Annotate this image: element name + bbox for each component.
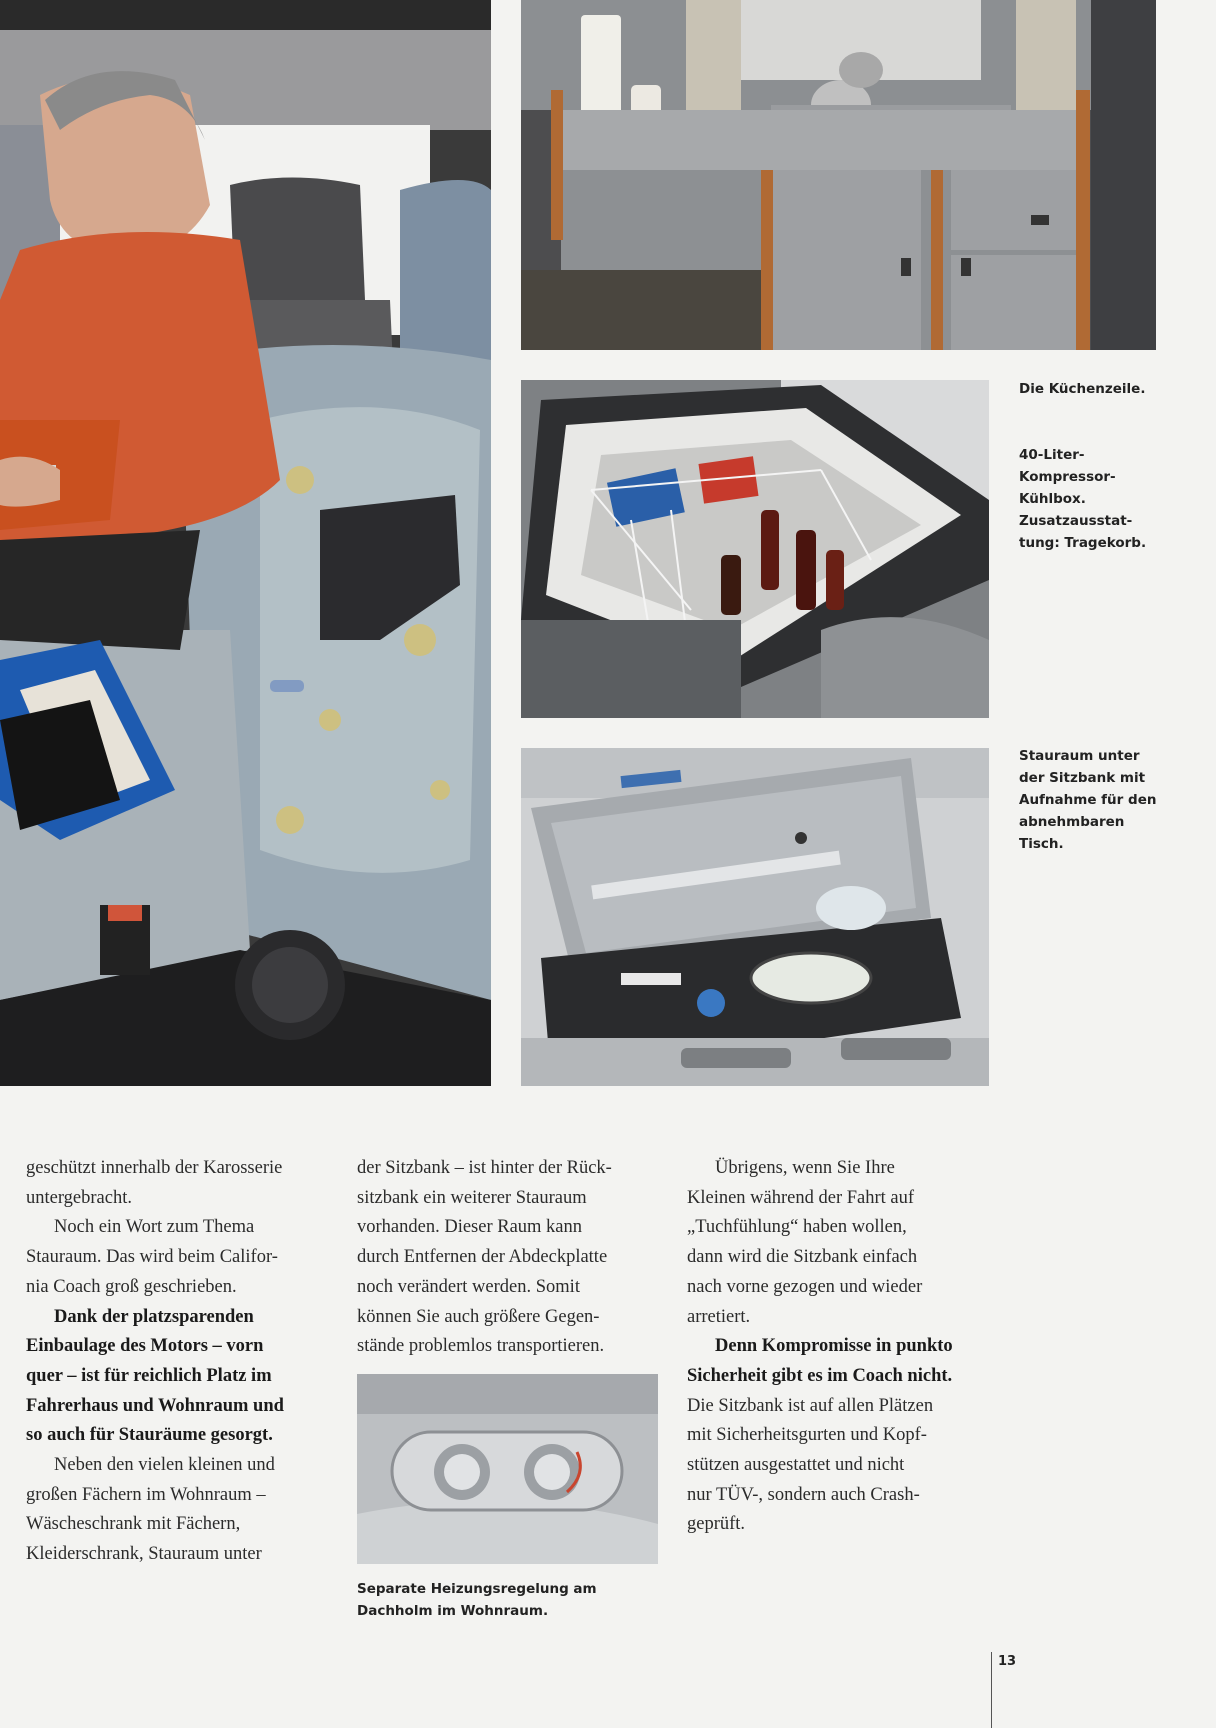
text-line: sitzbank ein weiterer Stauraum (357, 1187, 587, 1208)
text-line: Kleinen während der Fahrt auf (687, 1187, 915, 1208)
caption-line: Zusatzausstat- (1019, 513, 1133, 529)
text-line-bold (26, 1332, 326, 1362)
caption-line: Dachholm im Wohnraum. (357, 1603, 549, 1619)
text-line: Neben den vielen kleinen und (54, 1455, 275, 1476)
photo-cool-box (521, 380, 989, 718)
caption-line: Aufnahme für den (1019, 792, 1157, 808)
caption-line: Separate Heizungsregelung am (357, 1581, 597, 1597)
text-line: Übrigens, wenn Sie Ihre (715, 1158, 895, 1178)
text-line-bold (26, 1362, 326, 1392)
caption-heater (357, 1578, 657, 1622)
text-line: der Sitzbank – ist hinter der Rück- (357, 1158, 612, 1178)
text-line: geschützt innerhalb der Karosserie (26, 1158, 283, 1178)
photo-bench-storage (521, 748, 989, 1086)
text-line-bold (687, 1332, 997, 1362)
text-column-3 (687, 1154, 997, 1540)
text-line: stützen ausgestattet und nicht (687, 1455, 905, 1476)
text-line: vorhanden. Dieser Raum kann (357, 1217, 583, 1238)
text-line: stände problemlos transportieren. (357, 1336, 605, 1357)
caption-line: tung: Tragekorb. (1019, 535, 1147, 551)
text-line-bold (687, 1362, 997, 1392)
text-line: geprüft. (687, 1514, 746, 1535)
page-number: 13 (998, 1654, 1017, 1669)
text-line: noch verändert werden. Somit (357, 1276, 580, 1297)
text-column-2 (357, 1154, 667, 1362)
text-line: Wäscheschrank mit Fächern, (26, 1514, 241, 1535)
text-line-bold (26, 1303, 326, 1333)
page-number-rule (991, 1652, 992, 1728)
text-line: nur TÜV-, sondern auch Crash- (687, 1484, 920, 1505)
emphasis-text: Einbaulage des Motors – vorn (26, 1336, 264, 1357)
emphasis-text: Dank der platzsparenden (54, 1306, 254, 1327)
text-line-bold (26, 1392, 326, 1422)
text-line: arretiert. (687, 1306, 751, 1327)
caption-line: Stauraum unter (1019, 748, 1140, 764)
emphasis-text: Denn Kompromisse in punkto (715, 1336, 953, 1357)
text-line: mit Sicherheitsgurten und Kopf- (687, 1425, 927, 1446)
emphasis-text: so auch für Stauräume gesorgt. (26, 1425, 273, 1446)
text-line: Die Sitzbank ist auf allen Plätzen (687, 1395, 934, 1416)
text-line: durch Entfernen der Abdeckplatte (357, 1247, 608, 1268)
text-line: „Tuchfühlung“ haben wollen, (687, 1217, 907, 1238)
photo-heater-controls (357, 1374, 658, 1564)
photo-driver-seat (0, 0, 491, 1086)
caption-line: Die Küchenzeile. (1019, 381, 1146, 397)
caption-line: abnehmbaren (1019, 814, 1125, 830)
text-line: nach vorne gezogen und wieder (687, 1276, 923, 1297)
text-line: großen Fächern im Wohnraum – (26, 1484, 266, 1505)
text-line-bold (26, 1421, 326, 1451)
caption-line: 40-Liter- (1019, 447, 1085, 463)
text-line: Noch ein Wort zum Thema (54, 1217, 255, 1238)
caption-line: Kühlbox. (1019, 491, 1086, 507)
text-column-1 (26, 1154, 326, 1570)
text-line: können Sie auch größere Gegen- (357, 1306, 600, 1327)
text-line: nia Coach groß geschrieben. (26, 1276, 237, 1297)
emphasis-text: quer – ist für reichlich Platz im (26, 1365, 272, 1386)
emphasis-text: Sicherheit gibt es im Coach nicht. (687, 1365, 953, 1386)
text-line: untergebracht. (26, 1187, 132, 1208)
photo-kitchen-unit (521, 0, 1156, 350)
emphasis-text: Fahrerhaus und Wohnraum und (26, 1395, 284, 1416)
caption-kitchen (1019, 378, 1199, 400)
caption-bench-storage (1019, 745, 1199, 855)
caption-line: Kompressor- (1019, 469, 1116, 485)
text-line: Kleiderschrank, Stauraum unter (26, 1544, 262, 1565)
caption-line: Tisch. (1019, 836, 1064, 852)
text-line: dann wird die Sitzbank einfach (687, 1247, 918, 1268)
caption-cool-box (1019, 444, 1169, 554)
caption-line: der Sitzbank mit (1019, 770, 1146, 786)
text-line: Stauraum. Das wird beim Califor- (26, 1247, 278, 1268)
